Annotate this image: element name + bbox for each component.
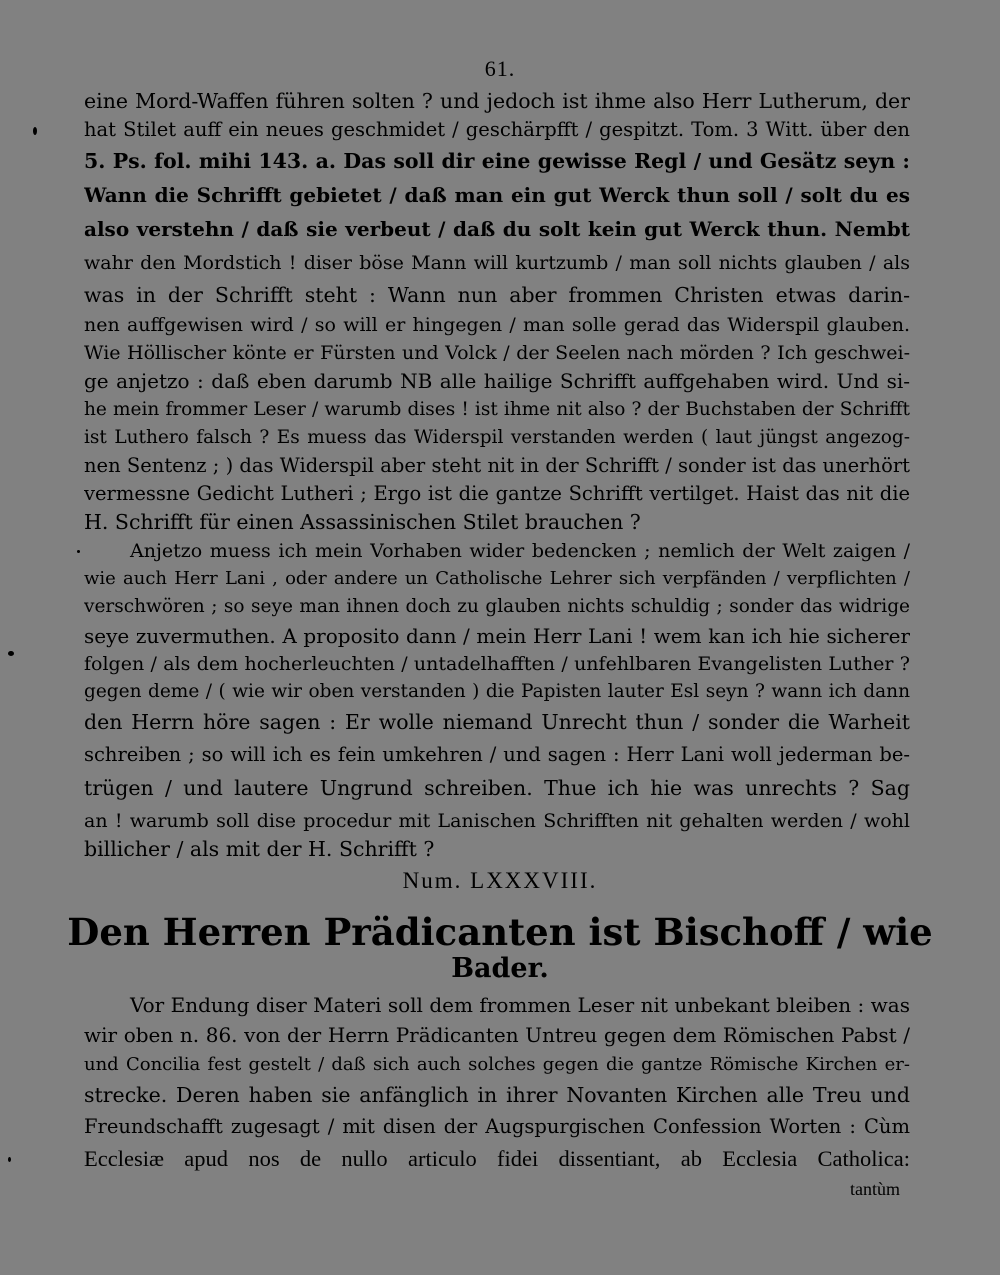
- text-line: was in der Schrifft steht : Wann nun aber frommen Christen etwas darin-: [84, 283, 910, 307]
- text-line: eine Mord-Waffen führen solten ? und jedoch ist ihme also Herr Lutherum, der: [84, 89, 910, 113]
- section-title: Den Herren Prädicanten ist Bischoff / wie: [67, 910, 933, 954]
- text-line: nen Sentenz ; ) das Widerspil aber steht nit in der Schrifft / sonder ist das unerhört: [84, 454, 910, 477]
- text-line: an ! warumb soll dise procedur mit Lanischen Schrifften nit gehalten werden / wohl: [84, 810, 910, 832]
- text-line: trügen / und lautere Ungrund schreiben. Thue ich hie was unrechts ? Sag: [84, 776, 910, 800]
- text-line: H. Schrifft für einen Assassinischen Stilet brauchen ?: [84, 510, 641, 534]
- ink-speck: [33, 127, 37, 135]
- text-line: verschwören ; so seye man ihnen doch zu glauben nichts schuldig ; sonder das widrige: [84, 596, 910, 617]
- page-number: 61.: [484, 56, 516, 81]
- section-number: Num. LXXXVIII.: [402, 868, 598, 893]
- section-title: Bader.: [451, 953, 549, 984]
- text-line: gegen deme / ( wie wir oben verstanden ) die Papisten lauter Esl seyn ? wann ich dann: [84, 681, 910, 702]
- text-line: wir oben n. 86. von der Herrn Prädicanten Untreu gegen dem Römischen Pabst /: [84, 1023, 910, 1047]
- text-line: nen auffgewisen wird / so will er hingegen / man solle gerad das Widerspil glauben.: [84, 314, 910, 336]
- ink-speck: [8, 651, 14, 656]
- text-line: 5. Ps. fol. mihi 143. a. Das soll dir eine gewisse Regl / und Gesätz seyn :: [84, 149, 910, 173]
- catchword: tantùm: [850, 1179, 900, 1199]
- text-line: vermessne Gedicht Lutheri ; Ergo ist die gantze Schrifft vertilget. Haist das nit die: [84, 482, 910, 505]
- text-line: wahr den Mordstich ! diser böse Mann will kurtzumb / man soll nichts glauben / als: [84, 252, 910, 274]
- ink-speck: [77, 550, 80, 553]
- text-line: den Herrn höre sagen : Er wolle niemand Unrecht thun / sonder die Warheit: [84, 710, 910, 734]
- text-line: strecke. Deren haben sie anfänglich in ihrer Novanten Kirchen alle Treu und: [84, 1083, 910, 1107]
- text-line: he mein frommer Leser / warumb dises ! ist ihme nit also ? der Buchstaben der Schrifft: [84, 399, 910, 420]
- text-line: folgen / als dem hocherleuchten / untadelhafften / unfehlbaren Evangelisten Luther ?: [84, 653, 910, 675]
- text-line: ist Luthero falsch ? Es muess das Widerspil verstanden werden ( laut jüngst angezog-: [84, 427, 910, 448]
- ink-speck: [8, 1157, 11, 1162]
- text-line: Wann die Schrifft gebietet / daß man ein gut Werck thun soll / solt du es: [84, 183, 910, 207]
- text-line: ge anjetzo : daß eben darumb NB alle hailige Schrifft auffgehaben wird. Und si-: [84, 369, 910, 393]
- text-line: billicher / als mit der H. Schrifft ?: [84, 837, 435, 861]
- text-line: Wie Höllischer könte er Fürsten und Volck / der Seelen nach mörden ? Ich geschwei-: [84, 342, 910, 364]
- text-line: schreiben ; so will ich es fein umkehren / und sagen : Herr Lani woll jederman be-: [84, 743, 910, 766]
- text-line: hat Stilet auff ein neues geschmidet / geschärpfft / gespitzt. Tom. 3 Witt. über den: [84, 118, 910, 141]
- text-line: also verstehn / daß sie verbeut / daß du solt kein gut Werck thun. Nembt: [84, 217, 910, 241]
- text-line: seye zuvermuthen. A proposito dann / mein Herr Lani ! wem kan ich hie sicherer: [84, 624, 910, 648]
- text-line: wie auch Herr Lani , oder andere un Catholische Lehrer sich verpfänden / verpflichten /: [84, 568, 910, 589]
- text-line: Ecclesiæ apud nos de nullo articulo fidei dissentiant, ab Ecclesia Catholica:: [84, 1146, 910, 1171]
- text-line: Vor Endung diser Materi soll dem frommen Leser nit unbekant bleiben : was: [130, 993, 910, 1017]
- text-line: Freundschafft zugesagt / mit disen der Augspurgischen Confession Worten : Cùm: [84, 1115, 910, 1138]
- text-line: Anjetzo muess ich mein Vorhaben wider bedencken ; nemlich der Welt zaigen /: [130, 540, 910, 562]
- text-line: und Concilia fest gestelt / daß sich auch solches gegen die gantze Römische Kirchen er-: [84, 1054, 910, 1075]
